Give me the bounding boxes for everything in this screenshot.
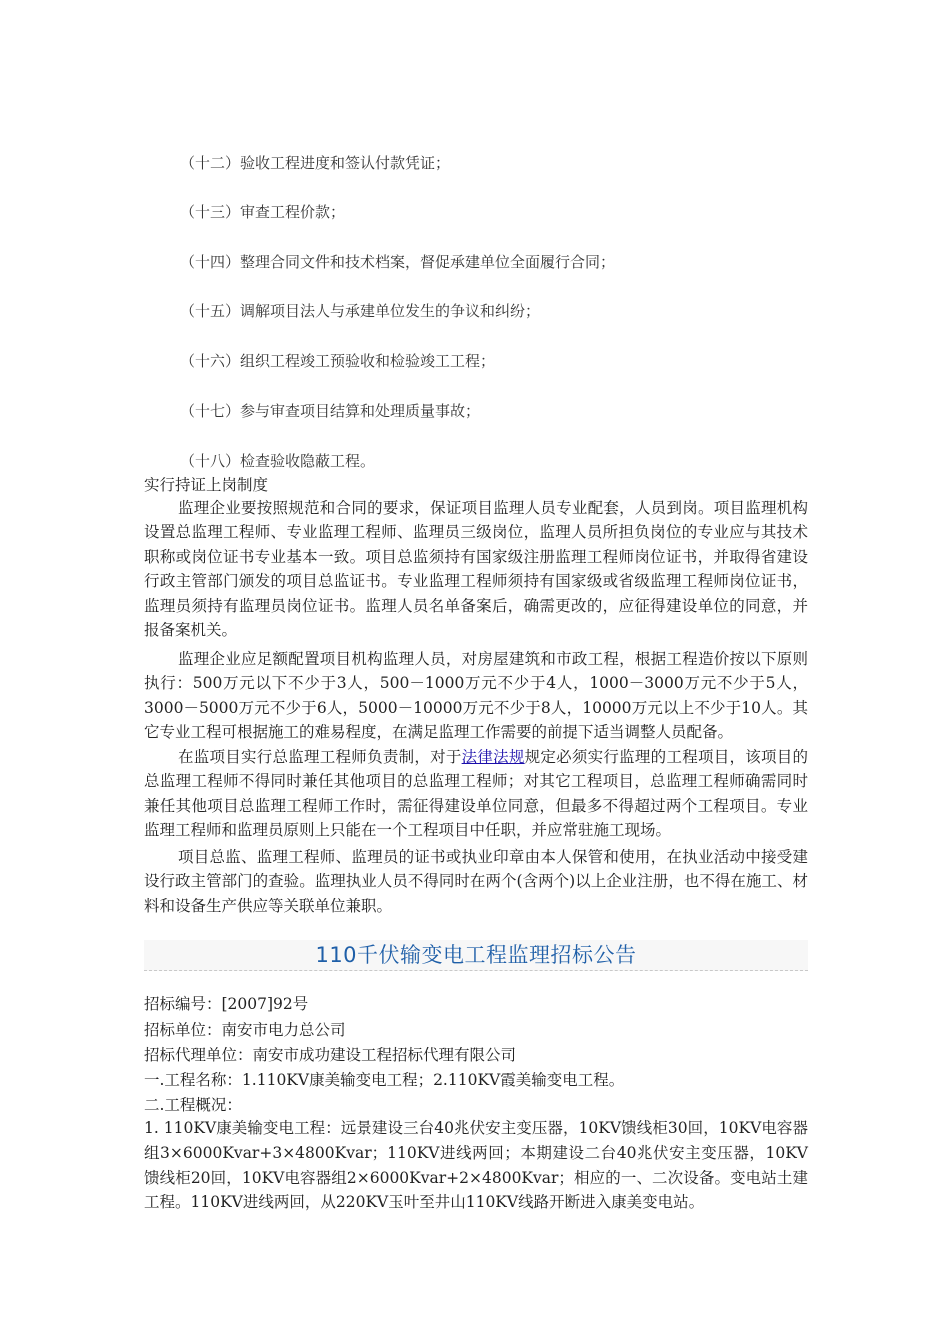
- duty-item-15: （十五）调解项目法人与承建单位发生的争议和纠纷；: [180, 302, 541, 320]
- duty-item-14: （十四）整理合同文件和技术档案，督促承建单位全面履行合同；: [180, 253, 616, 271]
- paragraph-text: 规定必须实行监理的工程项目，该项目的总监理工程师不得同时兼任其他项目的总监理工程师；对其它工程项目，总监理工程师确需同时兼任其他项目总监理工程师工作时，需征得建设单位同意，但最多不得超过两个工程项目。专业监理工程师和监理员原则上只能在一个工程项目中任职，并应常驻施工现场。: [144, 748, 808, 840]
- section-heading: 实行持证上岗制度: [144, 476, 269, 494]
- notice-banner: [144, 940, 808, 971]
- bid-number: 招标编号：[2007]92号: [144, 995, 309, 1013]
- project-overview-heading: 二.工程概况：: [144, 1096, 242, 1114]
- laws-regulations-link[interactable]: 法律法规: [461, 748, 525, 766]
- paragraph-certificates: 项目总监、监理工程师、监理员的证书或执业印章由本人保管和使用，在执业活动中接受建设行政主管部门的查验。监理执业人员不得同时在两个(含两个)以上企业注册，也不得在施工、材料和设备生产供应等关联单位兼职。: [144, 848, 808, 915]
- bidding-unit: 招标单位：南安市电力总公司: [144, 1021, 346, 1039]
- paragraph-text: 在监项目实行总监理工程师负责制，对于: [178, 748, 462, 766]
- project-name: 一.工程名称：1.110KV康美输变电工程；2.110KV霞美输变电工程。: [144, 1071, 625, 1089]
- duty-item-18: （十八）检查验收隐蔽工程。: [180, 452, 376, 470]
- paragraph-chief-engineer: [144, 745, 808, 843]
- notice-title: 110千伏输变电工程监理招标公告: [315, 943, 637, 967]
- duty-item-16: （十六）组织工程竣工预验收和检验竣工工程；: [180, 352, 496, 370]
- bidding-agent: 招标代理单位：南安市成功建设工程招标代理有限公司: [144, 1046, 517, 1064]
- duty-item-17: （十七）参与审查项目结算和处理质量事故；: [180, 402, 481, 420]
- duty-item-13: （十三）审查工程价款；: [180, 203, 346, 221]
- paragraph-staffing-quota: 监理企业应足额配置项目机构监理人员，对房屋建筑和市政工程，根据工程造价按以下原则执行：500万元以下不少于3人，500－1000万元不少于4人，1000－3000万元不少于5人，3000－5000万元不少于6人，5000－10000万元不少于8人，10000万元以上不少于10人。其它专业工程可根据施工的难易程度，在满足监理工作需要的前提下适当调整人员配备。: [144, 650, 808, 742]
- duty-item-12: （十二）验收工程进度和签认付款凭证；: [180, 154, 451, 172]
- paragraph-staffing-requirements: 监理企业要按照规范和合同的要求，保证项目监理人员专业配套，人员到岗。项目监理机构设置总监理工程师、专业监理工程师、监理员三级岗位，监理人员所担负岗位的专业应与其技术职称或岗位证书专业基本一致。项目总监须持有国家级注册监理工程师岗位证书，并取得省建设行政主管部门颁发的项目总监证书。专业监理工程师须持有国家级或省级监理工程师岗位证书，监理员须持有监理员岗位证书。监理人员名单备案后，确需更改的，应征得建设单位的同意，并报备案机关。: [144, 499, 808, 640]
- project-overview-text: 1. 110KV康美输变电工程：远景建设三台40兆伏安主变压器，10KV馈线柜30回，10KV电容器组3×6000Kvar+3×4800Kvar；110KV进线两回；本期建设二台40兆伏安主变压器，10KV馈线柜20回，10KV电容器组2×6000Kvar+2×4800Kvar；相应的一、二次设备。变电站土建工程。110KV进线两回，从220KV玉叶至井山110KV线路开断进入康美变电站。: [144, 1119, 808, 1212]
